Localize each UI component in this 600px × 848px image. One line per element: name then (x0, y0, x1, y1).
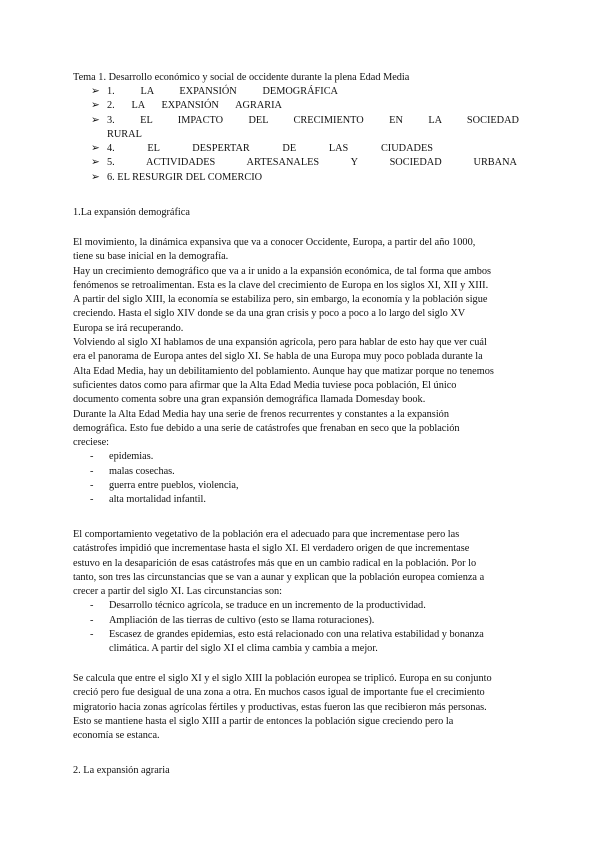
arrow-bullet-icon: ➢ (91, 100, 100, 112)
list-item (73, 465, 525, 479)
list-item-text: malas cosechas. (109, 465, 175, 477)
text-line: creciendo. Hasta el siglo XIV donde se da una gran crisis y poco a poco a lo largo del siglo XV (73, 308, 466, 320)
toc-item (91, 114, 525, 143)
text-line: crecer a partir del siglo XI. Las circunstancias son: (73, 586, 282, 598)
text-line: suficientes datos como para afirmar que la Alta Edad Media tuviese poca población, El único (73, 379, 457, 391)
section-1-body-2 (73, 528, 525, 657)
list-item (73, 479, 525, 493)
text-line: Volviendo al siglo XI hablamos de una expansión agrícola, pero para hablar de esto hay que ver cuál (73, 337, 487, 349)
toc-item-label: 3. EL IMPACTO DEL CRECIMIENTO EN LA SOCIEDAD (107, 114, 519, 126)
document-title: Tema 1. Desarrollo económico y social de occidente durante la plena Edad Media (73, 72, 410, 83)
text-line: documento comenta sobre una gran expansión demográfica llamada Domesday book. (73, 394, 426, 406)
arrow-bullet-icon: ➢ (91, 143, 100, 155)
dash-bullet: - (90, 600, 94, 612)
circumstances-list (73, 599, 525, 656)
arrow-bullet-icon: ➢ (91, 171, 100, 183)
list-item-text: alta mortalidad infantil. (109, 494, 206, 506)
toc-item (91, 99, 525, 113)
text-line: Europa se irá recuperando. (73, 322, 184, 334)
list-item (73, 450, 525, 464)
list-item-text: epidemias. (109, 451, 154, 463)
text-line: Se calcula que entre el siglo XI y el siglo XIII la población europea se triplicó. Europa en su conjunto (73, 673, 492, 684)
text-line: El movimiento, la dinámica expansiva que va a conocer Occidente, Europa, a partir del año 1000, (73, 237, 476, 248)
toc-item (91, 156, 525, 170)
toc-item-label: 5. ACTIVIDADES ARTESANALES Y SOCIEDAD URBANA (107, 157, 517, 169)
dash-bullet: - (90, 629, 94, 641)
list-item (73, 599, 525, 613)
list-item-text: Desarrollo técnico agrícola, se traduce en un incremento de la productividad. (109, 600, 426, 612)
text-line: El comportamiento vegetativo de la población era el adecuado para que incrementase pero las (73, 529, 460, 540)
text-line: tanto, son tres las circunstancias que se van a aunar y explican que la población europea comienza a (73, 571, 485, 583)
arrow-bullet-icon: ➢ (91, 157, 100, 169)
text-line: economía se estanca. (73, 730, 160, 742)
text-line: tiene su base inicial en la demografía. (73, 251, 229, 263)
toc-item-label: 4. EL DESPERTAR DE LAS CIUDADES (107, 143, 433, 155)
text-line: creciese: (73, 437, 110, 449)
text-line: migratorio hacia zonas agrícolas fértiles y productivas, estas fueron las que recibieron más personas. (73, 701, 487, 713)
text-line: Alta Edad Media, hay un debilitamiento del poblamiento. Aunque hay que matizar porque no tenemos (73, 365, 494, 377)
catastrophes-list (73, 450, 525, 507)
section-2-heading: 2. La expansión agraria (73, 765, 170, 776)
table-of-contents (91, 85, 525, 185)
text-line: creció pero fue desigual de una zona a otra. En muchos casos igual de importante fue el crecimiento (73, 687, 485, 699)
text-line: catástrofes impidió que incrementase hasta el siglo XI. El verdadero origen de que incrementase (73, 543, 470, 555)
toc-item-label: 2. LA EXPANSIÓN AGRARIA (107, 100, 282, 112)
list-item-text: Ampliación de las tierras de cultivo (esto se llama roturaciones). (109, 614, 375, 626)
dash-bullet: - (90, 494, 94, 506)
dash-bullet: - (90, 451, 94, 463)
list-item-text: Escasez de grandes epidemias, esto está relacionado con una relativa estabilidad y bonanza (109, 629, 484, 641)
text-line: Durante la Alta Edad Media hay una serie de frenos recurrentes y constantes a la expansión (73, 408, 449, 420)
text-line: Esto se mantiene hasta el siglo XIII a partir de entonces la población sigue creciendo pero la (73, 715, 454, 727)
list-item (73, 493, 525, 507)
text-line: A partir del siglo XIII, la economía se estabiliza pero, sin embargo, la economía y la población sigue (73, 294, 488, 306)
text-line: estuvo en la desaparición de esas catástrofes más que en un cambio radical en la población. Por lo (73, 557, 477, 569)
list-item (73, 628, 525, 657)
toc-item (91, 171, 525, 185)
list-item (73, 614, 525, 628)
section-1-body (73, 236, 525, 508)
toc-item (91, 142, 525, 156)
arrow-bullet-icon: ➢ (91, 86, 100, 97)
arrow-bullet-icon: ➢ (91, 114, 100, 126)
toc-item (91, 85, 525, 99)
toc-item-label: 1. LA EXPANSIÓN DEMOGRÁFICA (107, 86, 338, 97)
dash-bullet: - (90, 465, 94, 477)
toc-item-label-continued: RURAL (107, 128, 142, 140)
text-line: fenómenos se retroalimentan. Esta es la clave del crecimiento de Europa en los siglos XI, XII y XIII. (73, 279, 489, 291)
text-line: era el panorama de Europa antes del siglo XI. Se habla de una Europa muy poco poblada durante la (73, 351, 483, 363)
dash-bullet: - (90, 614, 94, 626)
section-1-body-3 (73, 672, 525, 743)
list-item-text: guerra entre pueblos, violencia, (109, 480, 239, 492)
text-line: demográfica. Esto fue debido a una serie de catástrofes que frenaban en seco que la población (73, 422, 460, 434)
toc-item-label: 6. EL RESURGIR DEL COMERCIO (107, 171, 263, 183)
text-line: Hay un crecimiento demográfico que va a ir unido a la expansión económica, de tal forma que ambos (73, 265, 492, 277)
list-item-text-continued: climática. A partir del siglo XI el clima cambia y cambia a mejor. (109, 643, 378, 655)
dash-bullet: - (90, 480, 94, 492)
section-1-heading: 1.La expansión demográfica (73, 207, 190, 218)
